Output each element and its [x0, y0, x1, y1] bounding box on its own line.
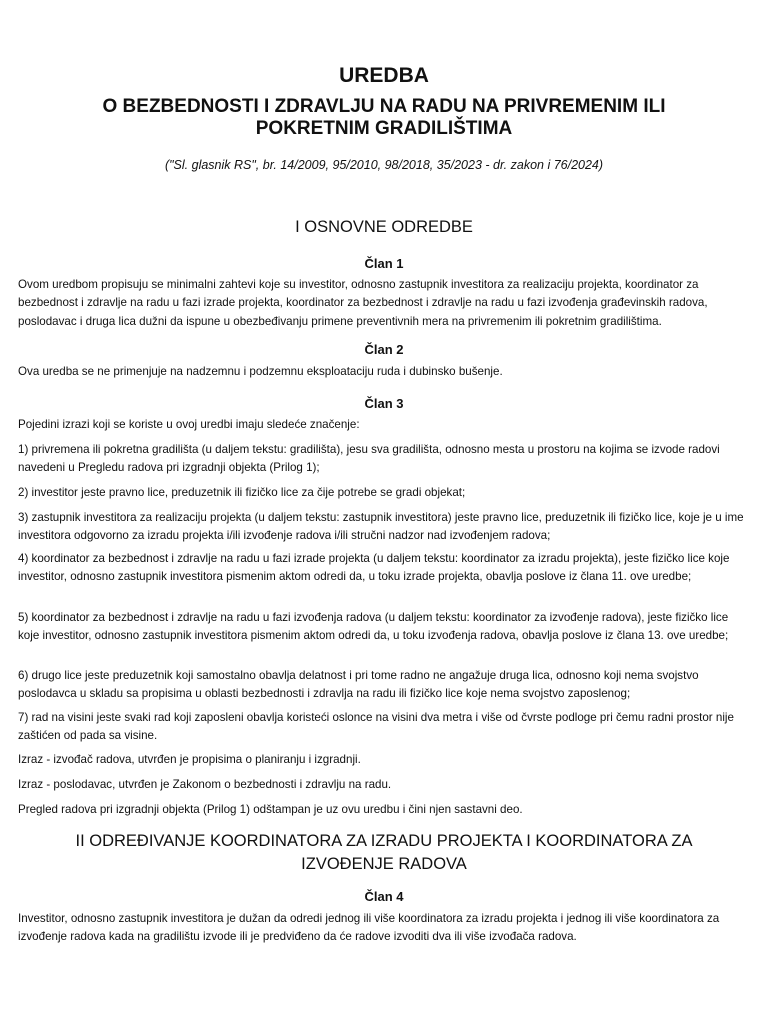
article-3-intro: Pojedini izrazi koji se koriste u ovoj uredbi imaju sledeće značenje: — [18, 418, 360, 431]
article-3-annex-note: Pregled radova pri izgradnji objekta (Prilog 1) odštampan je uz ovu uredbu i čini njen sastavni deo. — [18, 803, 523, 816]
article-3-item-7: 7) rad na visini jeste svaki rad koji zaposleni obavlja koristeći oslonce na visini dva metra i više od čvrste podloge pri čemu radni prostor nije zaštićen od pada sa visine. — [18, 711, 734, 743]
article-3-item-6: 6) drugo lice jeste preduzetnik koji samostalno obavlja delatnost i pri tome radno ne angažuje druga lica, odnosno koji nema svojstvo poslodavca u skladu sa propisima u oblasti bezbednosti i zdravlja na radu ili fizičko lice koje nema svojstvo zaposlenog; — [18, 669, 699, 701]
chapter-heading-1: I OSNOVNE ODREDBE — [295, 218, 473, 236]
article-heading-1: Član 1 — [364, 256, 404, 271]
article-2-text: Ova uredba se ne primenjuje na nadzemnu i podzemnu eksploataciju ruda i dubinsko bušenje. — [18, 365, 503, 378]
article-3-item-3: 3) zastupnik investitora za realizaciju projekta (u daljem tekstu: zastupnik investitora) jeste pravno lice, preduzetnik ili fizičko lice, koje je u ime investitora odgovorno za izradu projekta i/ili izvođenje radova i/ili stručni nadzor nad izvođenjem radova; — [18, 511, 744, 543]
article-heading-2: Član 2 — [364, 342, 404, 357]
article-3-item-5: 5) koordinator za bezbednost i zdravlje na radu u fazi izvođenja radova (u daljem tekstu: koordinator za izvođenje radova), jeste fizičko lice koje investitor, odnosno zastupnik investitora pismenim aktom odredi da, u toku izvođenja radova, obavlja poslove iz člana 13. ove uredbe; — [18, 611, 729, 643]
document-title: UREDBA — [339, 64, 429, 87]
chapter-heading-2: II ODREĐIVANJE KOORDINATORA ZA IZRADU PROJEKTA I KOORDINATORA ZA IZVOĐENJE RADOVA — [75, 832, 693, 873]
article-4-text: Investitor, odnosno zastupnik investitora je dužan da odredi jednog ili više koordinatora za izradu projekta i jednog ili više koordinatora za izvođenje radova kada na gradilištu izvode ili je predviđeno da će radove izvoditi dva ili više izvođača radova. — [18, 912, 720, 944]
article-3-item-4: 4) koordinator za bezbednost i zdravlje na radu u fazi izrade projekta (u daljem tekstu: koordinator za izradu projekta), jeste fizičko lice koje investitor, odnosno zastupnik investitora pismenim aktom odredi da, u toku izrade projekta, obavlja poslove iz člana 11. ove uredbe; — [18, 552, 730, 584]
article-3-term-employer: Izraz - poslodavac, utvrđen je Zakonom o bezbednosti i zdravlju na radu. — [18, 778, 392, 791]
article-3-term-contractor: Izraz - izvođač radova, utvrđen je propisima o planiranju i izgradnji. — [18, 753, 361, 766]
gazette-reference: ("Sl. glasnik RS", br. 14/2009, 95/2010, 98/2018, 35/2023 - dr. zakon i 76/2024) — [164, 158, 604, 172]
article-3-item-2: 2) investitor jeste pravno lice, preduzetnik ili fizičko lice za čije potrebe se gradi objekat; — [18, 486, 466, 499]
article-heading-4: Član 4 — [364, 889, 404, 904]
document-subtitle: O BEZBEDNOSTI I ZDRAVLJU NA RADU NA PRIVREMENIM ILI POKRETNIM GRADILIŠTIMA — [102, 96, 666, 139]
article-3-item-1: 1) privremena ili pokretna gradilišta (u daljem tekstu: gradilišta), jesu sva gradilišta, odnosno mesta u prostoru na kojima se izvode radovi navedeni u Pregledu radova pri izgradnji objekta (Prilog 1); — [18, 443, 720, 475]
article-1-text: Ovom uredbom propisuju se minimalni zahtevi koje su investitor, odnosno zastupnik investitora za realizaciju projekta, koordinator za bezbednost i zdravlje na radu u fazi izrade projekta, koordinator za bezbednost i zdravlje na radu u fazi izvođenja građevinskih radova, poslodavac i druga lica dužni da ispune u obezbeđivanju primene preventivnih mera na privremenim ili pokretnim gradilištima. — [18, 278, 708, 328]
article-heading-3: Član 3 — [364, 396, 404, 411]
